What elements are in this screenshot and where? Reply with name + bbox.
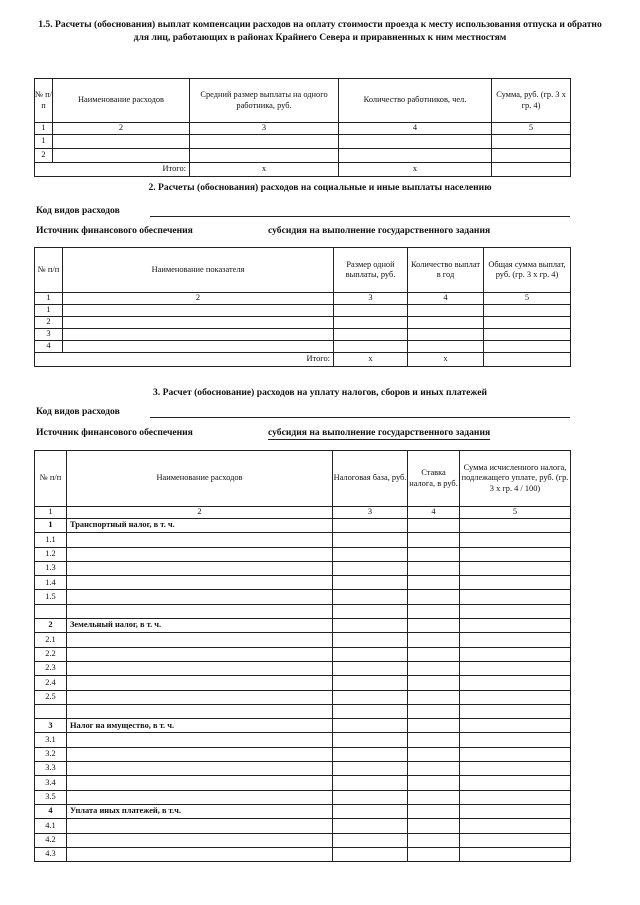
header-cell: Средний размер выплаты на одного работника, руб. xyxy=(190,79,339,123)
column-number: 2 xyxy=(63,293,334,305)
table-row xyxy=(35,747,571,761)
section3-title: 3. Расчет (обоснование) расходов на уплату налогов, сборов и иных платежей xyxy=(152,387,488,398)
group-number: 3 xyxy=(35,719,67,733)
table-row xyxy=(35,149,571,163)
row-number: 1.2 xyxy=(35,547,67,561)
table-row xyxy=(35,790,571,804)
column-number: 1 xyxy=(35,123,53,135)
table-row xyxy=(35,676,571,690)
column-number: 5 xyxy=(460,507,571,519)
table-section2 xyxy=(34,247,571,367)
header-cell: Сумма, руб. (гр. 3 х гр. 4) xyxy=(492,79,571,123)
row-number: 1.4 xyxy=(35,576,67,590)
total-x: х xyxy=(339,163,492,177)
row-number: 3.1 xyxy=(35,733,67,747)
header-cell: № п/п xyxy=(35,451,67,507)
table-row xyxy=(35,329,571,341)
column-number: 2 xyxy=(67,507,333,519)
header-cell: Размер одной выплаты, руб. xyxy=(334,248,408,293)
source-value: субсидия на выполнение государственного задания xyxy=(268,225,491,236)
table-row xyxy=(35,633,571,647)
row-number: 1.3 xyxy=(35,561,67,575)
group-row xyxy=(35,804,571,818)
table-row xyxy=(35,833,571,847)
table-row xyxy=(35,561,571,575)
row-number: 3.5 xyxy=(35,790,67,804)
group-row xyxy=(35,519,571,533)
total-label: Итого: xyxy=(35,163,190,177)
row-number: 1.1 xyxy=(35,533,67,547)
group-number: 1 xyxy=(35,519,67,533)
row-number: 2.2 xyxy=(35,647,67,661)
table-row xyxy=(35,690,571,704)
section1-title: 1.5. Расчеты (обоснования) выплат компенсации расходов на оплату стоимости проезда к месту использования отпуска и обратно для лиц, работающих в районах Крайнего Севера и приравненных к ним местностям xyxy=(38,19,602,43)
source-value: субсидия на выполнение государственного задания xyxy=(268,427,491,438)
row-number: 3.3 xyxy=(35,762,67,776)
group-name: Уплата иных платежей, в т.ч. xyxy=(67,804,333,818)
header-cell: Наименование показателя xyxy=(63,248,334,293)
group-name: Транспортный налог, в т. ч. xyxy=(67,519,333,533)
header-cell: Общая сумма выплат, руб. (гр. 3 х гр. 4) xyxy=(484,248,571,293)
header-cell: Сумма исчисленного налога, подлежащего уплате, руб. (гр. 3 х гр. 4 / 100) xyxy=(460,451,571,507)
kvr-label: Код видов расходов xyxy=(36,406,120,417)
total-label: Итого: xyxy=(35,353,334,367)
row-number: 2.1 xyxy=(35,633,67,647)
row-number: 1 xyxy=(35,135,53,149)
column-number: 5 xyxy=(484,293,571,305)
column-number: 3 xyxy=(334,293,408,305)
column-number: 1 xyxy=(35,507,67,519)
spacer-row xyxy=(35,604,571,618)
total-row xyxy=(35,353,571,367)
table-row xyxy=(35,305,571,317)
header-cell: Ставка налога, в руб. xyxy=(408,451,460,507)
table-row xyxy=(35,547,571,561)
row-number: 4 xyxy=(35,341,63,353)
total-x: х xyxy=(190,163,339,177)
column-number: 2 xyxy=(53,123,190,135)
row-number: 3 xyxy=(35,329,63,341)
source-label: Источник финансового обеспечения xyxy=(36,225,193,236)
table-row xyxy=(35,762,571,776)
row-number: 4.1 xyxy=(35,819,67,833)
total-x: х xyxy=(334,353,408,367)
table-row xyxy=(35,647,571,661)
spacer-row xyxy=(35,704,571,718)
total-x: х xyxy=(408,353,484,367)
table-row xyxy=(35,590,571,604)
table-section3 xyxy=(34,450,571,862)
row-number: 3.2 xyxy=(35,747,67,761)
group-name: Налог на имущество, в т. ч. xyxy=(67,719,333,733)
row-number: 2.5 xyxy=(35,690,67,704)
total-row xyxy=(35,163,571,177)
kvr-label: Код видов расходов xyxy=(36,205,120,216)
row-number: 2.3 xyxy=(35,661,67,675)
header-cell: Наименование расходов xyxy=(53,79,190,123)
group-number: 4 xyxy=(35,804,67,818)
column-number: 3 xyxy=(190,123,339,135)
group-name: Земельный налог, в т. ч. xyxy=(67,619,333,633)
row-number: 3.4 xyxy=(35,776,67,790)
header-cell: Количество работников, чел. xyxy=(339,79,492,123)
table-row xyxy=(35,776,571,790)
column-number: 4 xyxy=(339,123,492,135)
column-number: 1 xyxy=(35,293,63,305)
column-number: 5 xyxy=(492,123,571,135)
table-row xyxy=(35,317,571,329)
table-row xyxy=(35,847,571,861)
table-row xyxy=(35,661,571,675)
group-number: 2 xyxy=(35,619,67,633)
group-row xyxy=(35,719,571,733)
row-number: 4.2 xyxy=(35,833,67,847)
section2-title: 2. Расчеты (обоснования) расходов на социальные и иные выплаты населению xyxy=(148,182,492,193)
table-row xyxy=(35,341,571,353)
kvr-field xyxy=(150,216,570,217)
table-row xyxy=(35,135,571,149)
row-number: 2.4 xyxy=(35,676,67,690)
row-number: 2 xyxy=(35,149,53,163)
table-section1 xyxy=(34,78,571,177)
row-number: 2 xyxy=(35,317,63,329)
column-number: 4 xyxy=(408,507,460,519)
source-label: Источник финансового обеспечения xyxy=(36,427,193,438)
header-cell: Количество выплат в год xyxy=(408,248,484,293)
table-row xyxy=(35,576,571,590)
group-row xyxy=(35,619,571,633)
header-cell: № п/п xyxy=(35,79,53,123)
table-row xyxy=(35,733,571,747)
header-cell: Налоговая база, руб. xyxy=(333,451,408,507)
header-cell: № п/п xyxy=(35,248,63,293)
row-number: 1 xyxy=(35,305,63,317)
row-number: 4.3 xyxy=(35,847,67,861)
kvr-field xyxy=(150,417,570,418)
row-number: 1.5 xyxy=(35,590,67,604)
table-row xyxy=(35,819,571,833)
column-number: 4 xyxy=(408,293,484,305)
table-row xyxy=(35,533,571,547)
header-cell: Наименование расходов xyxy=(67,451,333,507)
column-number: 3 xyxy=(333,507,408,519)
